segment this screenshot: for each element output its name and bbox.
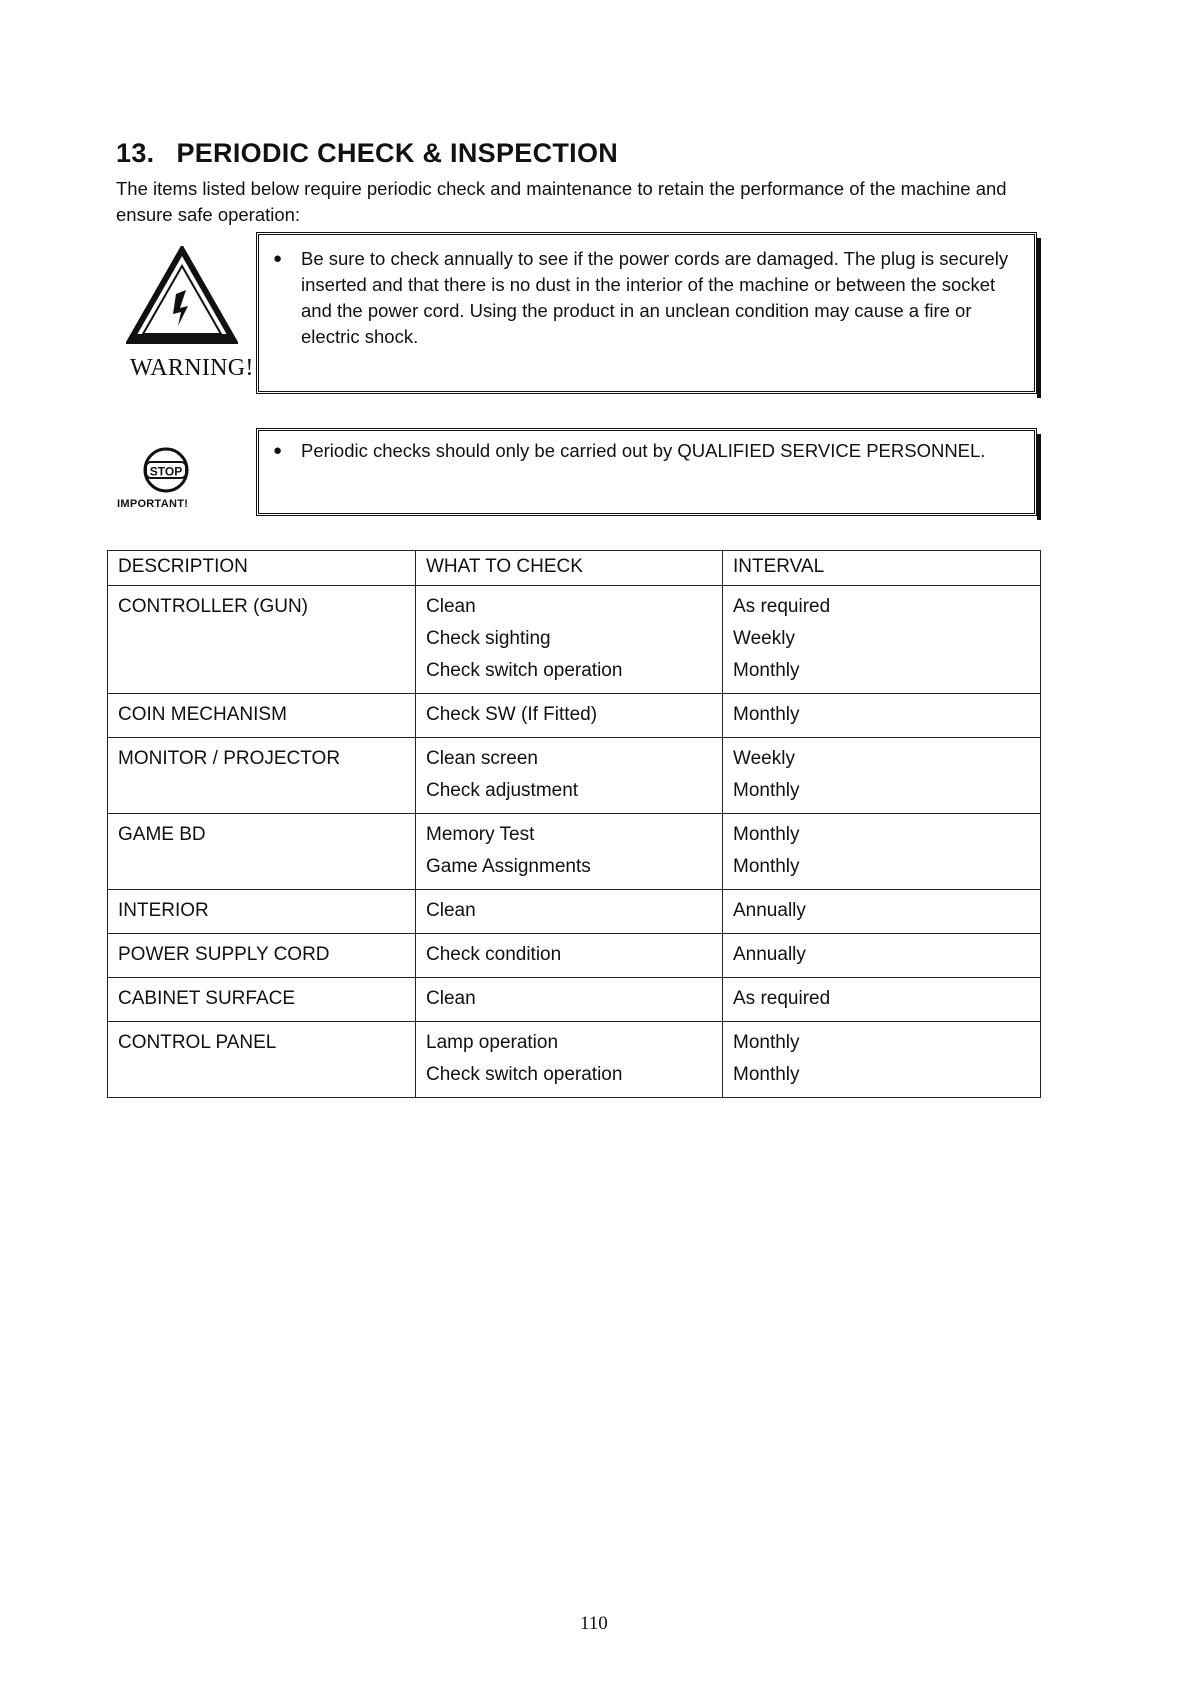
check-cell [416, 934, 723, 978]
description-cell: INTERIOR [108, 890, 416, 934]
check-item: Lamp operation [426, 1032, 559, 1053]
page-number: 110 [580, 1613, 608, 1634]
description-cell: GAME BD [108, 814, 416, 890]
check-cell [416, 978, 723, 1022]
table-row [108, 586, 1041, 694]
description-cell: CONTROLLER (GUN) [108, 586, 416, 694]
check-item: Check switch operation [426, 660, 623, 681]
section-heading [116, 138, 618, 169]
table-row [108, 814, 1041, 890]
stop-sign-text: STOP [149, 464, 183, 479]
interval-cell [723, 934, 1041, 978]
warning-item [273, 246, 1014, 350]
warning-label: WARNING! [130, 355, 254, 381]
table-row [108, 1022, 1041, 1098]
description-cell: CABINET SURFACE [108, 978, 416, 1022]
section-title: PERIODIC CHECK & INSPECTION [176, 138, 619, 168]
interval-cell [723, 1022, 1041, 1098]
section-number: 13. [116, 138, 155, 168]
check-item: Check condition [426, 944, 562, 965]
interval-item: Monthly [733, 856, 800, 877]
maintenance-table [107, 550, 1041, 1098]
interval-item: Monthly [733, 780, 800, 801]
description-cell: POWER SUPPLY CORD [108, 934, 416, 978]
check-item: Memory Test [426, 824, 535, 845]
stop-sign-icon [143, 447, 189, 493]
bullet-icon: ● [273, 250, 283, 267]
description-cell: MONITOR / PROJECTOR [108, 738, 416, 814]
interval-item: Annually [733, 944, 806, 965]
interval-item: Weekly [733, 748, 795, 769]
interval-item: Weekly [733, 628, 795, 649]
important-item [273, 438, 1014, 464]
interval-item: As required [733, 596, 831, 617]
check-item: Clean screen [426, 748, 538, 769]
important-text: Periodic checks should only be carried out by QUALIFIED SERVICE PERSONNEL. [301, 440, 986, 461]
header-what-to-check: WHAT TO CHECK [416, 551, 723, 586]
table-row [108, 694, 1041, 738]
header-description: DESCRIPTION [108, 551, 416, 586]
check-item: Game Assignments [426, 856, 591, 877]
important-box [256, 428, 1037, 516]
description-cell: CONTROL PANEL [108, 1022, 416, 1098]
bullet-icon: ● [273, 442, 283, 459]
table-row [108, 890, 1041, 934]
check-item: Clean [426, 596, 476, 617]
header-interval: INTERVAL [723, 551, 1041, 586]
check-item: Check SW (If Fitted) [426, 704, 598, 725]
table-row [108, 738, 1041, 814]
interval-cell [723, 586, 1041, 694]
interval-item: Monthly [733, 704, 800, 725]
warning-box [256, 232, 1037, 394]
interval-item: Monthly [733, 824, 800, 845]
interval-item: Monthly [733, 1032, 800, 1053]
check-cell [416, 738, 723, 814]
interval-item: Monthly [733, 660, 800, 681]
check-cell [416, 890, 723, 934]
interval-item: Monthly [733, 1064, 800, 1085]
description-cell: COIN MECHANISM [108, 694, 416, 738]
interval-cell [723, 890, 1041, 934]
check-cell [416, 586, 723, 694]
check-item: Clean [426, 988, 476, 1009]
check-cell [416, 1022, 723, 1098]
check-cell [416, 694, 723, 738]
check-item: Check switch operation [426, 1064, 623, 1085]
important-label: IMPORTANT! [117, 498, 189, 510]
table-row [108, 934, 1041, 978]
electrical-hazard-triangle-icon [126, 246, 238, 346]
table-header-row [108, 551, 1041, 586]
interval-cell [723, 814, 1041, 890]
check-item: Check sighting [426, 628, 551, 649]
interval-cell [723, 738, 1041, 814]
check-item: Clean [426, 900, 476, 921]
interval-item: Annually [733, 900, 806, 921]
check-item: Check adjustment [426, 780, 579, 801]
interval-cell [723, 694, 1041, 738]
interval-cell [723, 978, 1041, 1022]
warning-text: Be sure to check annually to see if the power cords are damaged. The plug is securely inserted and that there is no dust in the interior of the machine or between the socket and the power cord. Using the product in an unclean condition may cause a fire or electric shock. [301, 248, 1009, 347]
interval-item: As required [733, 988, 831, 1009]
check-cell [416, 814, 723, 890]
table-row [108, 978, 1041, 1022]
intro-paragraph: The items listed below require periodic check and maintenance to retain the performance of the machine and ensure safe operation: [116, 178, 1007, 225]
